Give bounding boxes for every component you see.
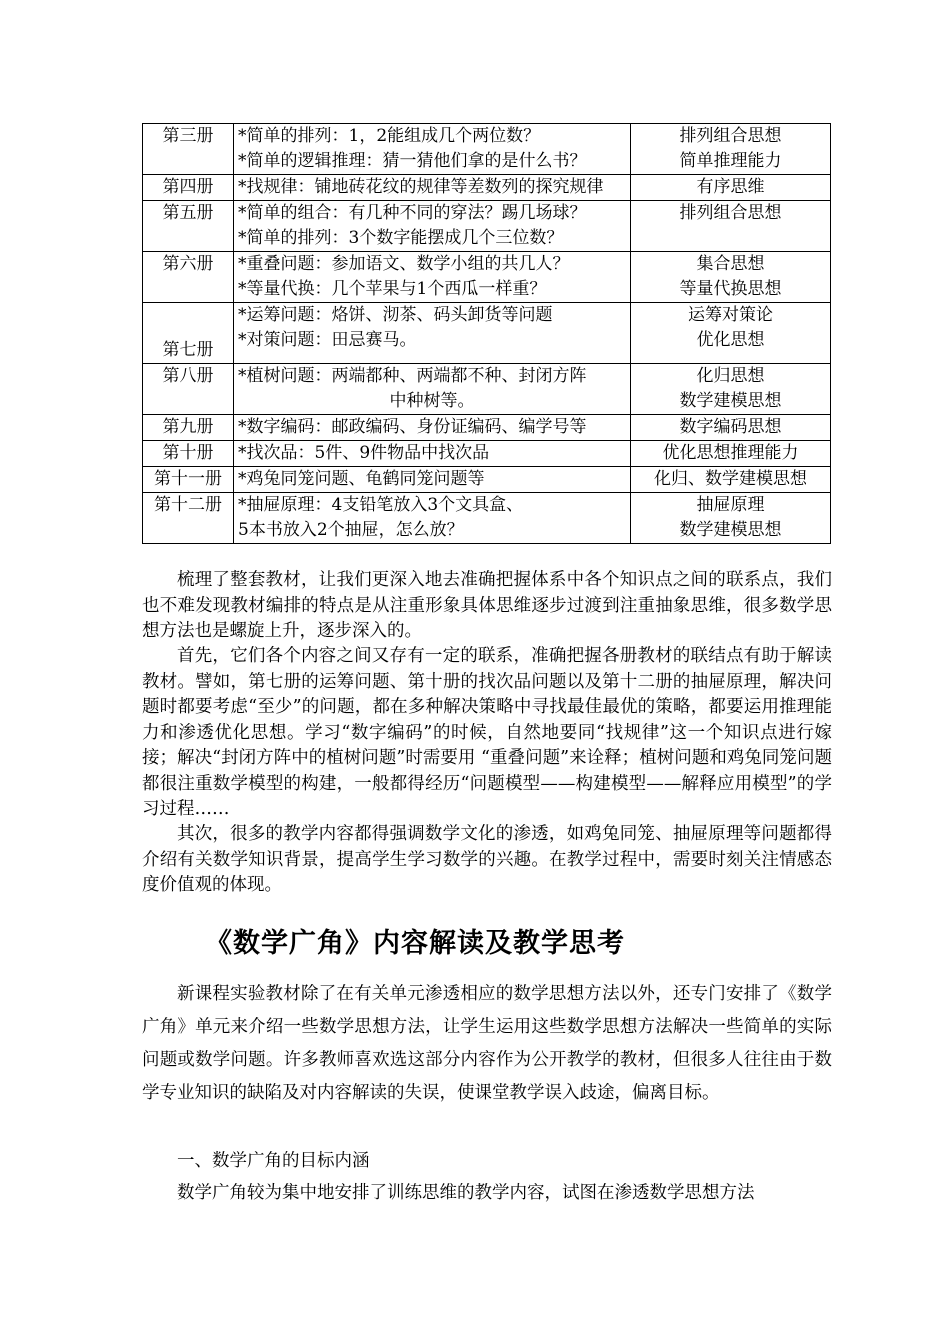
volume-cell: 第八册 — [143, 364, 234, 415]
section-intro-paragraph: 新课程实验教材除了在有关单元渗透相应的数学思想方法以外，还专门安排了《数学广角》单元来介绍一些数学思想方法，让学生运用这些数学思想方法解决一些简单的实际问题或数学问题。许多教师喜欢选这部分内容作为公开教学的教材，但很多人往往由于数学专业知识的缺陷及对内容解读的失误，使课堂教学误入歧途，偏离目标。 — [142, 984, 832, 1103]
content-line: *植树问题：两端都种、两端都不种、封闭方阵 — [238, 366, 587, 386]
section-title: 《数学广角》内容解读及教学思考 — [205, 928, 625, 959]
content-line: 中种树等。 — [389, 391, 475, 411]
volume-cell: 第十二册 — [143, 493, 234, 544]
volume-cell: 第七册 — [143, 303, 234, 364]
content-cell — [234, 415, 631, 441]
idea-line: 化归思想 — [696, 366, 765, 386]
idea-line: 抽屉原理 — [696, 495, 765, 515]
section-body-paragraph: 数学广角较为集中地安排了训练思维的教学内容，试图在渗透数学思想方法 — [177, 1183, 755, 1203]
content-cell — [234, 467, 631, 493]
content-line: *简单的组合：有几种不同的穿法？踢几场球？ — [238, 203, 587, 223]
idea-line: 数字编码思想 — [679, 417, 782, 437]
volume-cell: 第九册 — [143, 415, 234, 441]
idea-line: 集合思想 — [696, 254, 765, 274]
volume-cell: 第十册 — [143, 441, 234, 467]
content-line: *找规律：铺地砖花纹的规律等差数列的探究规律 — [238, 177, 604, 197]
content-line: *简单的逻辑推理：猜一猜他们拿的是什么书？ — [238, 151, 587, 171]
content-cell — [234, 364, 631, 415]
idea-line: 数学建模思想 — [679, 391, 782, 411]
table-row — [143, 493, 831, 544]
content-line: *简单的排列：3个数字能摆成几个三位数？ — [238, 228, 564, 248]
idea-line: 排列组合思想 — [679, 126, 782, 146]
table-row — [143, 303, 831, 364]
volume-cell: 第五册 — [143, 201, 234, 252]
content-line: *数字编码：邮政编码、身份证编码、编学号等 — [238, 417, 587, 437]
table-row — [143, 252, 831, 303]
volume-cell: 第四册 — [143, 175, 234, 201]
content-line: *鸡兔同笼问题、龟鹤同笼问题等 — [238, 469, 485, 489]
content-cell — [234, 175, 631, 201]
subheading: 一、数学广角的目标内涵 — [177, 1151, 370, 1171]
paragraph-second: 其次，很多的教学内容都得强调数学文化的渗透，如鸡兔同笼、抽屉原理等问题都得介绍有关数学知识背景，提高学生学习数学的兴趣。在教学过程中，需要时刻关注情感态度价值观的体现。 — [142, 824, 832, 895]
idea-line: 排列组合思想 — [679, 203, 782, 223]
table-row — [143, 467, 831, 493]
idea-line: 运筹对策论 — [688, 305, 773, 325]
idea-line: 等量代换思想 — [679, 279, 782, 299]
syllabus-table — [142, 123, 831, 544]
idea-cell — [631, 124, 831, 175]
table-row — [143, 415, 831, 441]
table-row — [143, 441, 831, 467]
content-line: 5本书放入2个抽屉，怎么放？ — [238, 520, 464, 540]
content-line: *对策问题：田忌赛马。 — [238, 330, 417, 350]
content-cell — [234, 303, 631, 364]
idea-cell — [631, 252, 831, 303]
content-line: *重叠问题：参加语文、数学小组的共几人？ — [238, 254, 570, 274]
table-row — [143, 364, 831, 415]
content-line: *抽屉原理：4支铅笔放入3个文具盒、 — [238, 495, 524, 515]
idea-line: 优化思想 — [696, 330, 765, 350]
idea-line: 化归、数学建模思想 — [654, 469, 807, 489]
idea-cell — [631, 201, 831, 252]
volume-cell: 第十一册 — [143, 467, 234, 493]
table-row — [143, 124, 831, 175]
idea-line: 简单推理能力 — [679, 151, 782, 171]
content-line: *运筹问题：烙饼、沏茶、码头卸货等问题 — [238, 305, 553, 325]
idea-line: 有序思维 — [696, 177, 765, 197]
idea-cell — [631, 364, 831, 415]
idea-cell — [631, 303, 831, 364]
content-cell — [234, 493, 631, 544]
idea-cell — [631, 441, 831, 467]
content-line: *简单的排列：1，2能组成几个两位数？ — [238, 126, 541, 146]
idea-cell — [631, 175, 831, 201]
content-cell — [234, 124, 631, 175]
volume-cell: 第三册 — [143, 124, 234, 175]
content-cell — [234, 252, 631, 303]
paragraph-first: 首先，它们各个内容之间又存有一定的联系，准确把握各册教材的联结点有助于解读教材。譬如，第七册的运筹问题、第十册的找次品问题以及第十二册的抽屉原理，解决问题时都要考虑“至少”的问题，都在多种解决策略中寻找最佳最优的策略，都要运用推理能力和渗透优化思想。学习“数字编码”的时候，自然地要同“找规律”这一个知识点进行嫁接；解决“封闭方阵中的植树问题”时需要用 “重叠问题”来诠释；植树问题和鸡兔同笼问题都很注重数学模型的构建，一般都得经历“问题模型——构建模型——解释应用模型”的学习过程…… — [142, 646, 832, 819]
content-line: *等量代换：几个苹果与1个西瓜一样重？ — [238, 279, 547, 299]
idea-cell — [631, 493, 831, 544]
content-cell — [234, 201, 631, 252]
table-row — [143, 201, 831, 252]
content-cell — [234, 441, 631, 467]
idea-line: 优化思想推理能力 — [662, 443, 799, 463]
spacer-line — [238, 353, 626, 363]
paragraph-summary: 梳理了整套教材，让我们更深入地去准确把握体系中各个知识点之间的联系点，我们也不难发现教材编排的特点是从注重形象具体思维逐步过渡到注重抽象思维，很多数学思想方法也是螺旋上升，逐步深入的。 — [142, 570, 832, 641]
table-row — [143, 175, 831, 201]
idea-cell — [631, 467, 831, 493]
content-line: *找次品：5件、9件物品中找次品 — [238, 443, 490, 463]
volume-cell: 第六册 — [143, 252, 234, 303]
idea-line: 数学建模思想 — [679, 520, 782, 540]
idea-cell — [631, 415, 831, 441]
